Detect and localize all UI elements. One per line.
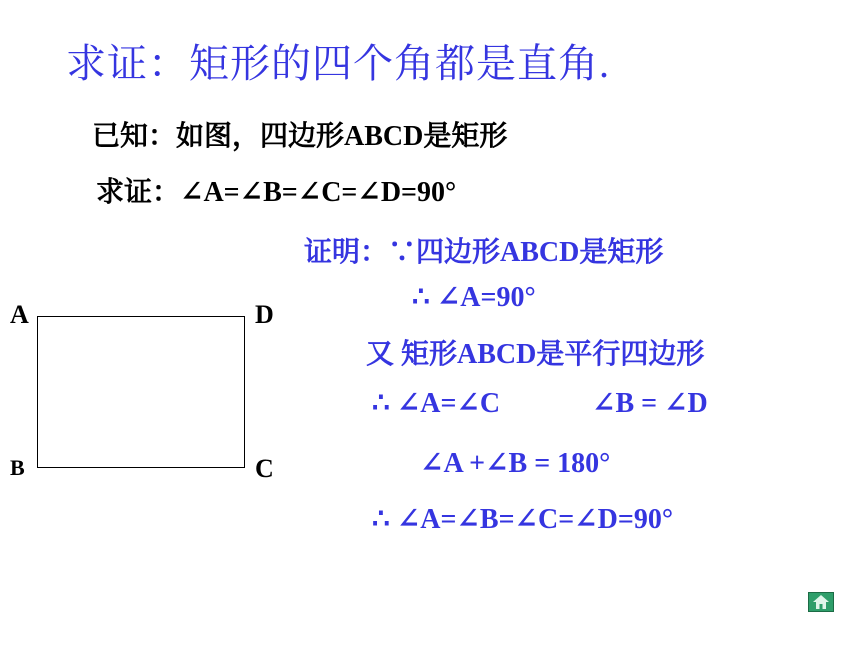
- vertex-label-a: A: [10, 300, 29, 329]
- page-title: 求证：矩形的四个角都是直角.: [66, 41, 610, 86]
- proof-line-1: 证明：∵四边形ABCD是矩形: [304, 237, 664, 268]
- vertex-label-d: D: [255, 300, 274, 329]
- vertex-label-c: C: [255, 454, 274, 483]
- home-button[interactable]: [808, 592, 834, 612]
- proof-line-4b: ∠B = ∠D: [592, 388, 708, 419]
- prove-statement: 求证：∠A=∠B=∠C=∠D=90°: [96, 177, 457, 208]
- proof-line-2: ∴ ∠A=90°: [412, 282, 536, 313]
- vertex-label-b: B: [10, 455, 25, 480]
- rectangle-figure: [37, 316, 245, 468]
- given-statement: 已知：如图，四边形ABCD是矩形: [92, 121, 508, 152]
- proof-line-3: 又 矩形ABCD是平行四边形: [366, 339, 705, 370]
- proof-line-4a: ∴ ∠A=∠C: [372, 388, 501, 419]
- home-icon: [809, 593, 833, 611]
- proof-line-6: ∴ ∠A=∠B=∠C=∠D=90°: [372, 504, 674, 535]
- proof-line-5: ∠A +∠B = 180°: [420, 448, 611, 479]
